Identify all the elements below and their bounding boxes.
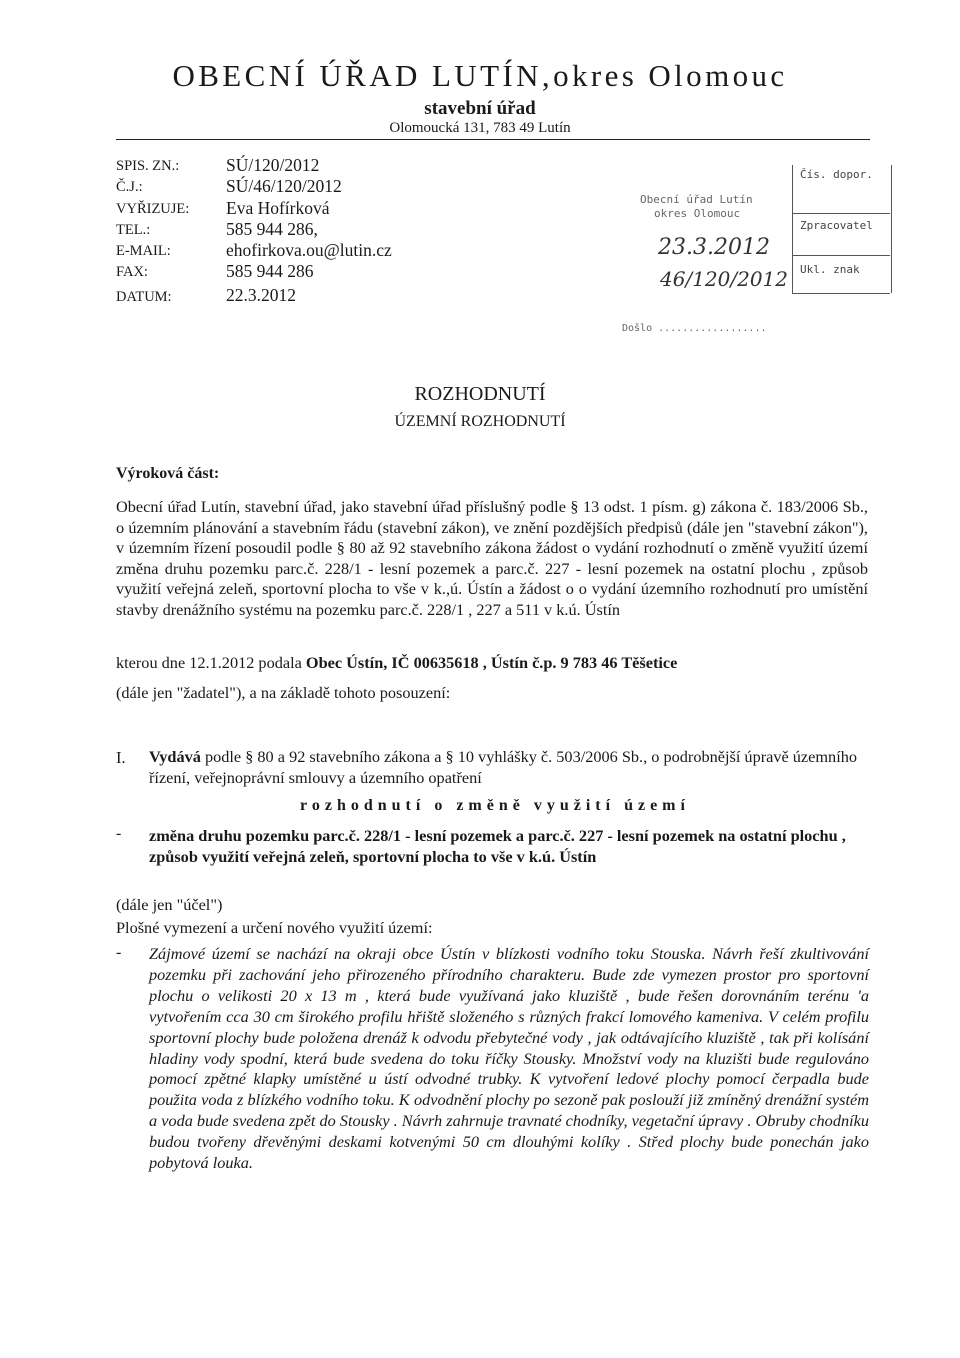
meta-label-spis: SPIS. ZN.: bbox=[116, 158, 180, 174]
filed-line bbox=[116, 653, 677, 673]
stamp-handwritten-date: 23.3.2012 bbox=[658, 235, 770, 260]
decision-item: změna druhu pozemku parc.č. 228/1 - lesní pozemek a parc.č. 227 - lesní pozemek na ostatní plochu , způsob využití veřejná zeleň, sportovní plocha to vše v k.ú. Ústín bbox=[149, 826, 846, 866]
received-stamp bbox=[620, 165, 890, 340]
meta-label-cj: Č.J.: bbox=[116, 179, 143, 195]
description-dash: - bbox=[116, 944, 122, 961]
intro-paragraph bbox=[116, 497, 868, 620]
intro-text: Obecní úřad Lutín, stavební úřad, jako stavební úřad příslušný podle § 13 odst. 1 písm. g) zákona č. 183/2006 Sb., o územním plánování a stavebním řádu (stavební zákon), ve znění pozdějších předpisů (dále jen "stavební zákon"), v územním řízení posoudil podle § 80 až 92 stavebního zákona žádost o vydání rozhodnutí o změně využití území změna druhu pozemku parc.č. 228/1 - lesní pozemek a parc.č. 227 - lesní pozemek na ostatní plochu , způsob využití veřejná zeleň, sportovní plocha to vše v k.,ú. Ústín a žádost o o vydání územního rozhodnutí pro umístění stavby drenážního systému na pozemku parc.č. 228/1 , 227 a 511 v k.ú. Ústín bbox=[116, 497, 868, 619]
description-text: Zájmové území se nachází na okraji obce Ústín v blízkosti vodního toku Stouska. Návrh řeší zkultivování pozemku při zachování jeho přirozeného přírodního charakteru. Bude zde vymezen prostor pro sportovní plochu o velikosti 20 x 13 m , která bude využívaná jako kluziště , bude řešen dorovnáním terénu 'a vytvořením cca 30 cm širokého profilu hřiště složeného s různých frakcí lomového kameniva. V celém profilu sportovní plochy bude položena drenáž k odvodu přebytečné vody , jak odtávajícího kluziště , tak při kolísání hladiny vody spodní, která bude svedena do toku říčky Stousky. Množství vody na kluzišti bude regulováno pomocí zpětné klapky umístěné u ústí odvodné trubky. K vytvoření ledové plochy pomocí čerpadla bude použita voda z blízkého vodního toku. K odvodnění plochy po sezoně pak poslouží již zmíněný drenážní systém a voda bude svedena zpět do Stousky . Návrh zahrnuje travnaté chodníky, vegetační úpravy . Obruby chodníku budou tvořeny dřevěnými deskami kotvenými 50 cm dlouhými kolíky . Střed plochy bude ponechán jako pobytová louka. bbox=[149, 944, 869, 1173]
meta-value-spis: SÚ/120/2012 bbox=[226, 155, 320, 175]
section-label: Výroková část: bbox=[116, 465, 220, 482]
meta-value-vyrizuje: Eva Hofírková bbox=[226, 198, 330, 218]
applicant-note: (dále jen "žadatel"), a na základě tohoto posouzení: bbox=[116, 683, 451, 702]
area-heading: Plošné vymezení a určení nového využití území: bbox=[116, 918, 433, 937]
office-title: OBECNÍ ÚŘAD LUTÍN,okres Olomouc bbox=[172, 58, 788, 93]
meta-label-fax: FAX: bbox=[116, 264, 148, 280]
decision-heading: rozhodnutí o změně využití území bbox=[300, 797, 690, 814]
meta-label-datum: DATUM: bbox=[116, 289, 172, 305]
meta-value-cj: SÚ/46/120/2012 bbox=[226, 176, 342, 196]
purpose-note: (dále jen "účel") bbox=[116, 895, 223, 914]
stamp-handwritten-number: 46/120/2012 bbox=[660, 267, 788, 291]
stamp-box-label: Ukl. znak bbox=[800, 263, 860, 276]
document-title: ROZHODNUTÍ bbox=[414, 383, 546, 405]
stamp-box-divider bbox=[792, 213, 890, 214]
filed-applicant: Obec Ústín, IČ 00635618 , Ústín č.p. 9 783 46 Těšetice bbox=[305, 653, 678, 672]
document-subtitle: ÚZEMNÍ ROZHODNUTÍ bbox=[394, 413, 566, 430]
meta-value-fax: 585 944 286 bbox=[226, 261, 314, 281]
decision-dash: - bbox=[116, 825, 122, 842]
stamp-district-line: okres Olomouc bbox=[654, 207, 741, 220]
meta-value-tel: 585 944 286, bbox=[226, 219, 318, 239]
section-numeral: I. bbox=[116, 748, 126, 767]
office-address: Olomoucká 131, 783 49 Lutín bbox=[389, 120, 571, 136]
meta-label-tel: TEL.: bbox=[116, 222, 151, 238]
meta-value-email: ehofirkova.ou@lutin.cz bbox=[226, 240, 392, 260]
section1-verb: Vydává bbox=[149, 747, 201, 766]
stamp-office-line: Obecní úřad Lutín bbox=[640, 193, 753, 206]
meta-label-vyrizuje: VYŘIZUJE: bbox=[116, 201, 190, 217]
stamp-signature-line: Došlo .................. bbox=[622, 323, 767, 334]
office-subtitle: stavební úřad bbox=[424, 98, 536, 119]
section1-text bbox=[149, 746, 869, 788]
stamp-box-label: Zpracovatel bbox=[800, 219, 873, 232]
stamp-box-divider bbox=[792, 293, 890, 294]
meta-value-datum: 22.3.2012 bbox=[226, 285, 296, 305]
stamp-box-divider bbox=[792, 255, 890, 256]
filed-prefix: kterou dne 12.1.2012 podala bbox=[116, 653, 302, 672]
stamp-box-label: Čís. dopor. bbox=[800, 168, 873, 181]
meta-label-email: E-MAIL: bbox=[116, 243, 171, 259]
header-rule bbox=[116, 139, 870, 140]
section1-body: podle § 80 a 92 stavebního zákona a § 10 vyhlášky č. 503/2006 Sb., o podrobnější úpravě územního řízení, veřejnoprávní smlouvy a územního opatření bbox=[149, 747, 857, 787]
